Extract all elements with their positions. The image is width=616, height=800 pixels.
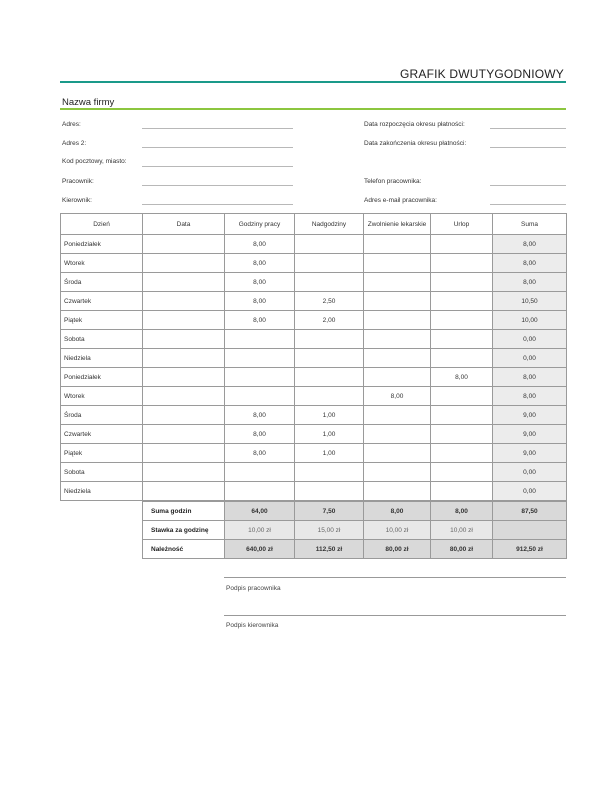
date-cell[interactable] — [143, 425, 225, 444]
vacation-cell[interactable] — [431, 292, 493, 311]
sick-leave-cell[interactable] — [364, 311, 431, 330]
total-hours-work: 64,00 — [225, 502, 295, 521]
postal-city-field[interactable] — [142, 166, 293, 167]
overtime-cell[interactable]: 2,50 — [295, 292, 364, 311]
hourly-rate-vacation[interactable]: 10,00 zł — [431, 521, 493, 540]
header-vacation: Urlop — [431, 214, 493, 235]
total-cell: 10,50 — [493, 292, 567, 311]
sick-leave-cell[interactable] — [364, 235, 431, 254]
vacation-cell[interactable] — [431, 254, 493, 273]
work-hours-cell[interactable] — [225, 463, 295, 482]
header-overtime: Nadgodziny — [295, 214, 364, 235]
postal-city-label: Kod pocztowy, miasto: — [62, 158, 127, 165]
employee-phone-label: Telefon pracownika: — [364, 178, 422, 185]
manager-signature-label: Podpis kierownika — [226, 622, 279, 629]
total-cell: 0,00 — [493, 482, 567, 501]
amount-due-vacation: 80,00 zł — [431, 540, 493, 559]
hourly-rate-sick[interactable]: 10,00 zł — [364, 521, 431, 540]
date-cell[interactable] — [143, 368, 225, 387]
day-cell: Czwartek — [61, 292, 143, 311]
amount-due-row — [143, 540, 567, 559]
employee-signature-label: Podpis pracownika — [226, 585, 281, 592]
employee-field[interactable] — [142, 185, 293, 186]
date-cell[interactable] — [143, 273, 225, 292]
day-cell: Wtorek — [61, 387, 143, 406]
work-hours-cell[interactable]: 8,00 — [225, 425, 295, 444]
table-row — [61, 349, 567, 368]
header-total: Suma — [493, 214, 567, 235]
date-cell[interactable] — [143, 235, 225, 254]
date-cell[interactable] — [143, 254, 225, 273]
work-hours-cell[interactable]: 8,00 — [225, 444, 295, 463]
work-hours-cell[interactable]: 8,00 — [225, 406, 295, 425]
vacation-cell[interactable] — [431, 406, 493, 425]
address2-field[interactable] — [142, 147, 293, 148]
day-cell: Niedziela — [61, 482, 143, 501]
table-row — [61, 330, 567, 349]
header-date: Data — [143, 214, 225, 235]
overtime-cell[interactable] — [295, 387, 364, 406]
work-hours-cell[interactable]: 8,00 — [225, 311, 295, 330]
table-row — [61, 387, 567, 406]
day-cell: Piątek — [61, 444, 143, 463]
total-cell: 9,00 — [493, 444, 567, 463]
header-sick-leave: Zwolnienie lekarskie — [364, 214, 431, 235]
total-cell: 8,00 — [493, 387, 567, 406]
manager-field[interactable] — [142, 204, 293, 205]
employee-email-label: Adres e-mail pracownika: — [364, 197, 437, 204]
total-hours-vacation: 8,00 — [431, 502, 493, 521]
day-cell: Piątek — [61, 311, 143, 330]
sick-leave-cell[interactable] — [364, 254, 431, 273]
table-row — [61, 235, 567, 254]
sick-leave-cell[interactable] — [364, 273, 431, 292]
work-hours-cell[interactable] — [225, 330, 295, 349]
pay-period-end-field[interactable] — [490, 147, 566, 148]
total-cell: 9,00 — [493, 406, 567, 425]
vacation-cell[interactable] — [431, 330, 493, 349]
work-hours-cell[interactable] — [225, 482, 295, 501]
overtime-cell[interactable] — [295, 463, 364, 482]
sick-leave-cell[interactable] — [364, 368, 431, 387]
page-title: GRAFIK DWUTYGODNIOWY — [400, 67, 564, 81]
day-cell: Środa — [61, 273, 143, 292]
hourly-rate-work[interactable]: 10,00 zł — [225, 521, 295, 540]
overtime-cell[interactable] — [295, 482, 364, 501]
overtime-cell[interactable] — [295, 368, 364, 387]
title-divider — [60, 81, 566, 83]
overtime-cell[interactable]: 1,00 — [295, 444, 364, 463]
employee-phone-field[interactable] — [490, 185, 566, 186]
company-divider — [60, 108, 566, 110]
total-cell: 8,00 — [493, 235, 567, 254]
date-cell[interactable] — [143, 463, 225, 482]
day-cell: Środa — [61, 406, 143, 425]
total-hours-sum: 87,50 — [493, 502, 567, 521]
date-cell[interactable] — [143, 349, 225, 368]
day-cell: Niedziela — [61, 349, 143, 368]
sick-leave-cell[interactable] — [364, 482, 431, 501]
overtime-cell[interactable] — [295, 330, 364, 349]
work-hours-cell[interactable]: 8,00 — [225, 254, 295, 273]
employee-label: Pracownik: — [62, 178, 94, 185]
total-cell: 0,00 — [493, 330, 567, 349]
sick-leave-cell[interactable] — [364, 406, 431, 425]
overtime-cell[interactable] — [295, 349, 364, 368]
sick-leave-cell[interactable] — [364, 444, 431, 463]
work-hours-cell[interactable]: 8,00 — [225, 292, 295, 311]
day-cell: Poniedziałek — [61, 235, 143, 254]
vacation-cell[interactable]: 8,00 — [431, 368, 493, 387]
vacation-cell[interactable] — [431, 482, 493, 501]
employee-signature-line[interactable] — [224, 577, 566, 578]
table-row — [61, 311, 567, 330]
date-cell[interactable] — [143, 482, 225, 501]
company-name: Nazwa firmy — [62, 97, 115, 108]
manager-signature-line[interactable] — [224, 615, 566, 616]
vacation-cell[interactable] — [431, 311, 493, 330]
hourly-rate-sum — [493, 521, 567, 540]
table-row — [61, 254, 567, 273]
total-cell: 0,00 — [493, 463, 567, 482]
table-row — [61, 368, 567, 387]
vacation-cell[interactable] — [431, 463, 493, 482]
table-row — [61, 425, 567, 444]
hourly-rate-row — [143, 521, 567, 540]
total-hours-overtime: 7,50 — [295, 502, 364, 521]
vacation-cell[interactable] — [431, 273, 493, 292]
overtime-cell[interactable]: 2,00 — [295, 311, 364, 330]
hourly-rate-overtime[interactable]: 15,00 zł — [295, 521, 364, 540]
table-row — [61, 406, 567, 425]
table-row — [61, 292, 567, 311]
table-row — [61, 273, 567, 292]
pay-period-end-label: Data zakończenia okresu płatności: — [364, 140, 467, 147]
date-cell[interactable] — [143, 311, 225, 330]
sick-leave-cell[interactable] — [364, 349, 431, 368]
timesheet-table — [60, 213, 567, 501]
work-hours-cell[interactable] — [225, 368, 295, 387]
amount-due-sum: 912,50 zł — [493, 540, 567, 559]
work-hours-cell[interactable]: 8,00 — [225, 235, 295, 254]
pay-period-start-label: Data rozpoczęcia okresu płatności: — [364, 121, 465, 128]
vacation-cell[interactable] — [431, 387, 493, 406]
hourly-rate-label: Stawka za godzinę — [143, 521, 225, 540]
table-row — [61, 482, 567, 501]
total-cell: 9,00 — [493, 425, 567, 444]
total-cell: 8,00 — [493, 254, 567, 273]
date-cell[interactable] — [143, 444, 225, 463]
sick-leave-cell[interactable] — [364, 463, 431, 482]
table-header-row — [61, 214, 567, 235]
table-row — [61, 444, 567, 463]
total-cell: 8,00 — [493, 273, 567, 292]
header-work-hours: Godziny pracy — [225, 214, 295, 235]
date-cell[interactable] — [143, 387, 225, 406]
sick-leave-cell[interactable] — [364, 330, 431, 349]
manager-label: Kierownik: — [62, 197, 92, 204]
day-cell: Sobota — [61, 330, 143, 349]
date-cell[interactable] — [143, 406, 225, 425]
overtime-cell[interactable] — [295, 235, 364, 254]
totals-table — [142, 501, 567, 559]
vacation-cell[interactable] — [431, 425, 493, 444]
overtime-cell[interactable] — [295, 273, 364, 292]
total-cell: 8,00 — [493, 368, 567, 387]
total-cell: 10,00 — [493, 311, 567, 330]
work-hours-cell[interactable] — [225, 387, 295, 406]
address-field[interactable] — [142, 128, 293, 129]
total-cell: 0,00 — [493, 349, 567, 368]
header-day: Dzień — [61, 214, 143, 235]
address-label: Adres: — [62, 121, 81, 128]
address2-label: Adres 2: — [62, 140, 87, 147]
vacation-cell[interactable] — [431, 235, 493, 254]
amount-due-sick: 80,00 zł — [364, 540, 431, 559]
table-row — [61, 463, 567, 482]
amount-due-label: Należność — [143, 540, 225, 559]
total-hours-label: Suma godzin — [143, 502, 225, 521]
work-hours-cell[interactable] — [225, 349, 295, 368]
day-cell: Wtorek — [61, 254, 143, 273]
amount-due-overtime: 112,50 zł — [295, 540, 364, 559]
vacation-cell[interactable] — [431, 349, 493, 368]
work-hours-cell[interactable]: 8,00 — [225, 273, 295, 292]
date-cell[interactable] — [143, 292, 225, 311]
vacation-cell[interactable] — [431, 444, 493, 463]
sick-leave-cell[interactable] — [364, 425, 431, 444]
total-hours-sick: 8,00 — [364, 502, 431, 521]
day-cell: Poniedziałek — [61, 368, 143, 387]
date-cell[interactable] — [143, 330, 225, 349]
overtime-cell[interactable]: 1,00 — [295, 425, 364, 444]
overtime-cell[interactable]: 1,00 — [295, 406, 364, 425]
day-cell: Czwartek — [61, 425, 143, 444]
overtime-cell[interactable] — [295, 254, 364, 273]
amount-due-work: 640,00 zł — [225, 540, 295, 559]
day-cell: Sobota — [61, 463, 143, 482]
sick-leave-cell[interactable]: 8,00 — [364, 387, 431, 406]
employee-email-field[interactable] — [490, 204, 566, 205]
sick-leave-cell[interactable] — [364, 292, 431, 311]
total-hours-row — [143, 502, 567, 521]
pay-period-start-field[interactable] — [490, 128, 566, 129]
